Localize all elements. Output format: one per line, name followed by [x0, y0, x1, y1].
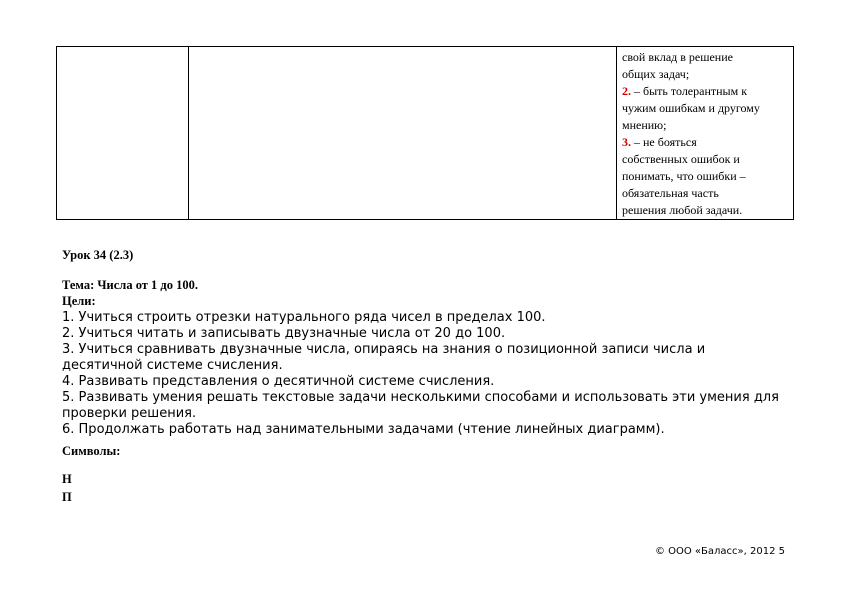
table-cell-right: [617, 47, 794, 220]
lesson-title: Урок 34 (2.3): [62, 248, 134, 262]
goal-item: 4. Развивать представления о десятичной системе счисления.: [62, 374, 495, 389]
item3-number: 3.: [622, 135, 631, 149]
item2-number: 2.: [622, 84, 631, 98]
table-row: [57, 47, 794, 220]
goal-item: 5. Развивать умения решать текстовые задачи несколькими способами и использовать эти умения для проверки решения.: [62, 390, 779, 421]
goal-item: 3. Учиться сравнивать двузначные числа, опираясь на знания о позиционной записи числа и десятичной системе счисления.: [62, 342, 706, 373]
table-cell-left: [57, 47, 189, 220]
item2-text: – быть толерантным к чужим ошибкам и другому мнению;: [622, 84, 760, 132]
table-cell-middle: [189, 47, 617, 220]
goal-item: 1. Учиться строить отрезки натурального ряда чисел в пределах 100.: [62, 310, 546, 325]
goal-item: 6. Продолжать работать над занимательными задачами (чтение линейных диаграмм).: [62, 422, 665, 437]
topic-line: Тема: Числа от 1 до 100.: [62, 278, 198, 292]
goal-item: 2. Учиться читать и записывать двузначные числа от 20 до 100.: [62, 326, 506, 341]
symbols-heading: Символы:: [62, 444, 121, 458]
goals-list: [62, 310, 782, 438]
lesson-table: [56, 46, 794, 220]
cell-line1: свой вклад в решение общих задач;: [622, 50, 733, 81]
page-footer: © ООО «Баласс», 2012 5: [654, 546, 785, 557]
cell-text: [617, 47, 793, 219]
symbol-n: Н: [62, 472, 72, 486]
goals-heading: Цели:: [62, 294, 96, 308]
item3-text: – не бояться собственных ошибок и понимать, что ошибки – обязательная часть решения любой задачи.: [622, 135, 746, 217]
symbol-p: П: [62, 490, 72, 504]
